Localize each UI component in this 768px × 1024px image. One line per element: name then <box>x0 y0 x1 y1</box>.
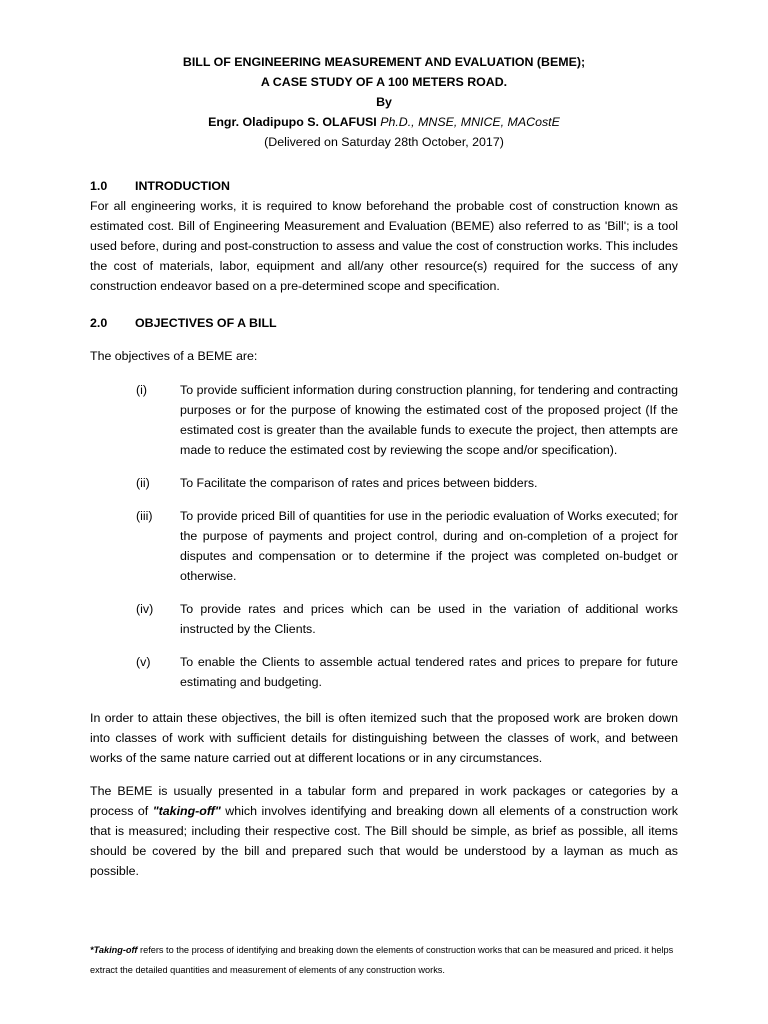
document-title <box>90 52 678 152</box>
list-item <box>90 506 678 586</box>
author-name: Engr. Oladipupo S. OLAFUSI <box>208 115 377 129</box>
objectives-lead: The objectives of a BEME are: <box>90 349 258 363</box>
section-heading-objectives <box>90 313 678 333</box>
list-item-text: To enable the Clients to assemble actual tendered rates and prices to prepare for future estimating and budgeting. <box>180 655 678 689</box>
section-title: OBJECTIVES OF A BILL <box>135 316 277 330</box>
beme-paragraph-end: which involves identifying and breaking down all elements of a construction work that is measured; including their respective cost. The Bill should be simple, as brief as possible, all items should be covered by the bill and prepared such that would be understood by a layman as much as possible. <box>90 804 678 878</box>
author-qualifications: Ph.D., MNSE, MNICE, MACostE <box>376 115 560 129</box>
list-item-text: To Facilitate the comparison of rates and prices between bidders. <box>180 476 538 490</box>
by-line: By <box>376 95 392 109</box>
taking-off-term: "taking-off" <box>152 804 221 818</box>
list-item <box>90 652 678 692</box>
list-item <box>90 599 678 639</box>
section-number: 1.0 <box>90 179 108 193</box>
list-marker: (iii) <box>136 509 153 523</box>
list-marker: (i) <box>136 383 148 397</box>
list-item-text: To provide priced Bill of quantities for use in the periodic evaluation of Works executed; for the purpose of payments and project control, during and on-completion of a project for disputes and compensation or to determine if the project was completed on-budget or otherwise. <box>180 509 678 583</box>
beme-paragraph <box>90 781 678 881</box>
intro-paragraph: For all engineering works, it is required to know beforehand the probable cost of construction known as estimated cost. Bill of Engineering Measurement and Evaluation (BEME) also referred to as 'Bill'; is a tool used before, during and post-construction to assess and value the cost of construction works. This includes the cost of materials, labor, equipment and all/any other resource(s) required for the success of any construction endeavor based on a pre-determined scope and specification. <box>90 199 678 293</box>
list-marker: (iv) <box>136 602 154 616</box>
footnote-term: *Taking-off <box>90 945 138 955</box>
section-title: INTRODUCTION <box>135 179 230 193</box>
list-marker: (ii) <box>136 476 150 490</box>
footnote <box>90 940 678 980</box>
list-item <box>90 473 678 493</box>
title-line-2: A CASE STUDY OF A 100 METERS ROAD. <box>260 75 508 89</box>
objectives-list <box>90 380 678 692</box>
footnote-text: refers to the process of identifying and breaking down the elements of construction works that can be measured and priced. it helps extract the detailed quantities and measurement of elements of any construction works. <box>90 945 674 975</box>
title-line-1: BILL OF ENGINEERING MEASUREMENT AND EVALUATION (BEME); <box>182 55 586 69</box>
itemization-paragraph: In order to attain these objectives, the bill is often itemized such that the proposed work are broken down into classes of work with sufficient details for distinguishing between the classes of work, and between works of the same nature carried out at different locations or in any circumstances. <box>90 711 678 765</box>
section-heading-introduction <box>90 176 678 196</box>
list-marker: (v) <box>136 655 151 669</box>
author-line <box>90 112 678 132</box>
list-item-text: To provide sufficient information during construction planning, for tendering and contracting purposes or for the purpose of knowing the estimated cost of the proposed project (If the estimated cost is greater than the available funds to execute the project, then attempts are made to reduce the estimated cost by reviewing the scope and/or specification). <box>180 383 678 457</box>
beme-paragraph-start: The BEME is usually presented in a tabular form and prepared in work packages or categories by a process of <box>90 784 678 818</box>
list-item-text: To provide rates and prices which can be used in the variation of additional works instructed by the Clients. <box>180 602 678 636</box>
section-number: 2.0 <box>90 316 108 330</box>
list-item <box>90 380 678 460</box>
delivered-date: (Delivered on Saturday 28th October, 2017) <box>264 135 504 149</box>
